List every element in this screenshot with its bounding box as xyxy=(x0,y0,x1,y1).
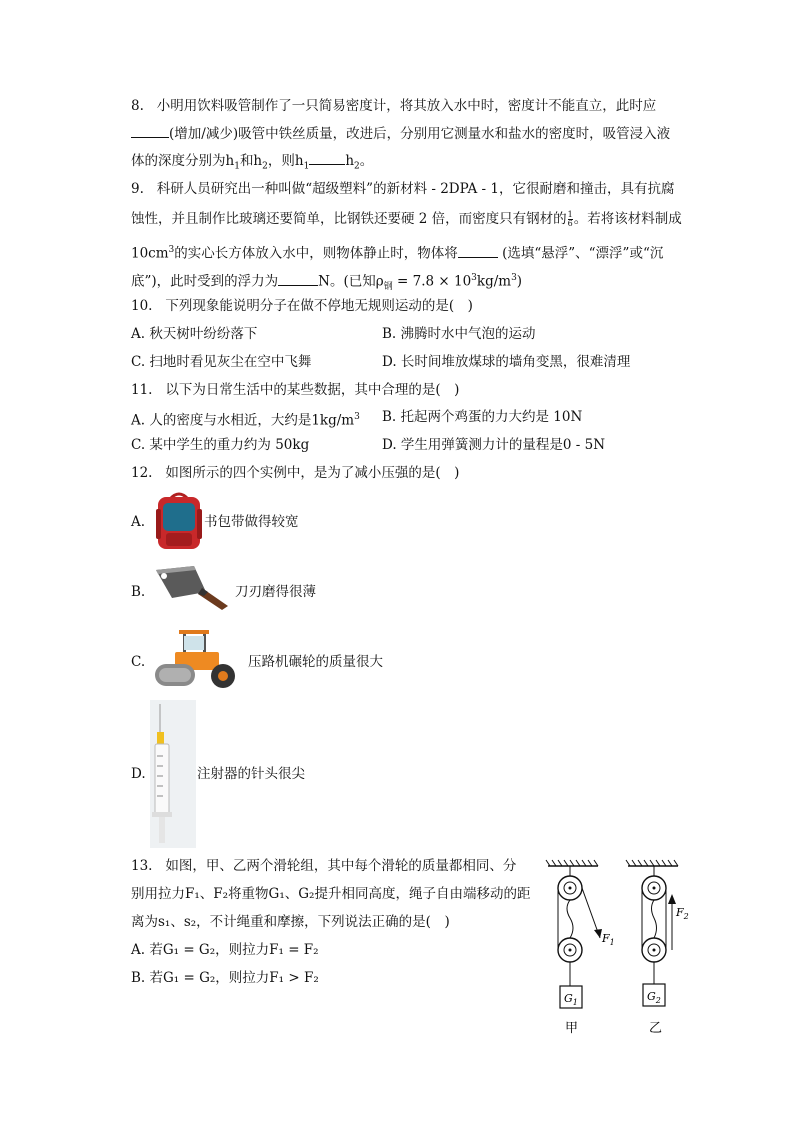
q9-sup-2: 3 xyxy=(471,273,477,283)
q9-sup-3: 3 xyxy=(511,273,517,283)
syringe-image xyxy=(150,700,196,848)
q8-sub-3: 1 xyxy=(303,161,310,172)
backpack-image xyxy=(154,489,204,551)
force-label-f1: $F_1$ xyxy=(602,932,615,947)
q13-text-1: 如图，甲、乙两个滑轮组，其中每个滑轮的质量都相同、分 xyxy=(165,858,517,874)
q8-text-3a: 体的深度分别为h xyxy=(131,153,235,169)
q11-option-d[interactable]: D. 学生用弹簧测力计的量程是0 - 5N xyxy=(382,437,606,453)
q11-line xyxy=(131,380,459,400)
q10-number: 10. xyxy=(131,298,153,314)
q8-line3 xyxy=(131,151,373,177)
q9-text-3b: 的实心长方体放入水中，则物体静止时，物体将 xyxy=(174,245,458,262)
q8-blank-2[interactable] xyxy=(309,152,345,165)
q11-option-a[interactable] xyxy=(131,407,360,431)
q12-option-b-text: 刀刃磨得很薄 xyxy=(235,584,316,600)
q12-option-c-label[interactable]: C. xyxy=(131,654,146,670)
q12-number: 12. xyxy=(131,465,153,481)
q8-text-3b: 和h xyxy=(239,153,263,169)
weight-label-g1: $G_1$ xyxy=(564,992,578,1007)
q13-line3: 离为s₁、s₂，不计绳重和摩擦，下列说法正确的是( ) xyxy=(131,914,450,930)
q8-sub-1: 1 xyxy=(234,161,240,172)
q11-option-a-text: A. 人的密度与水相近，大约是1kg/m xyxy=(131,412,355,429)
q9-blank-1[interactable] xyxy=(458,245,498,258)
q12-option-d-label[interactable]: D. xyxy=(131,766,146,782)
q8-text-1: 小明用饮料吸管制作了一只简易密度计，将其放入水中时，密度计不能直立，此时应 xyxy=(156,98,657,114)
q9-fraction xyxy=(568,211,573,228)
q12-option-a-text: 书包带做得较宽 xyxy=(204,514,299,530)
q9-text-4e: ) xyxy=(516,273,523,290)
q12-text: 如图所示的四个实例中，是为了减小压强的是( ) xyxy=(165,465,460,481)
q9-line2 xyxy=(131,209,682,229)
q8-text-3e: 。 xyxy=(359,153,374,169)
q11-option-c[interactable]: C. 某中学生的重力约为 50kg xyxy=(131,437,310,453)
q9-text-2b: 。若将该材料制成 xyxy=(573,211,682,227)
q8-text-3d: h xyxy=(345,153,355,169)
q13-line1 xyxy=(131,856,516,876)
q10-line xyxy=(131,296,473,316)
q12-option-b-label[interactable]: B. xyxy=(131,584,146,600)
q9-text-2a: 蚀性，并且制作比玻璃还要简单，比钢铁还要硬 2 倍，而密度只有钢材的 xyxy=(131,211,567,227)
q12-option-c-text: 压路机碾轮的质量很大 xyxy=(248,654,383,670)
q11-text: 以下为日常生活中的某些数据，其中合理的是( ) xyxy=(165,382,460,398)
q8-line1 xyxy=(131,96,656,116)
q9-text-1: 科研人员研究出一种叫做“超级塑料”的新材料 - 2DPA - 1，它很耐磨和撞击，具有抗腐 xyxy=(156,181,675,197)
cleaver-image xyxy=(150,562,232,612)
q8-text-2: (增加/减少)吸管中铁丝质量，改进后，分别用它测量水和盐水的密度时，吸管浸入液 xyxy=(169,126,671,142)
ceiling-left xyxy=(546,860,598,866)
ceiling-right xyxy=(626,860,678,866)
q9-sub-steel: 钢 xyxy=(383,282,393,293)
q9-text-4c: = 7.8 × 10 xyxy=(392,273,472,290)
q8-sub-4: 2 xyxy=(354,161,360,172)
q9-text-4b: N。(已知ρ xyxy=(318,273,384,290)
q12-option-d-text: 注射器的针头很尖 xyxy=(197,766,305,782)
caption-jia: 甲 xyxy=(565,1021,579,1036)
q10-option-d[interactable]: D. 长时间堆放煤球的墙角变黑，很难清理 xyxy=(382,354,631,370)
q9-blank-2[interactable] xyxy=(278,273,318,286)
q8-line2 xyxy=(131,124,670,144)
caption-yi: 乙 xyxy=(649,1021,663,1036)
q9-text-4a: 底”)，此时受到的浮力为 xyxy=(131,273,279,290)
weight-label-g2: $G_2$ xyxy=(647,990,661,1005)
q13-option-a[interactable]: A. 若G₁ = G₂，则拉力F₁ = F₂ xyxy=(131,942,319,958)
force-label-f2: $F_2$ xyxy=(676,906,689,921)
q8-sub-2: 2 xyxy=(262,161,268,172)
q9-line1 xyxy=(131,179,674,199)
q12-option-a-label[interactable]: A. xyxy=(131,514,146,530)
q11-option-b[interactable]: B. 托起两个鸡蛋的力大约是 10N xyxy=(382,409,583,425)
q9-frac-den: 6 xyxy=(567,219,573,228)
q9-number: 9. xyxy=(131,181,144,197)
q9-frac-num: 1 xyxy=(567,210,573,219)
q13-number: 13. xyxy=(131,858,153,874)
q10-text: 下列现象能说明分子在做不停地无规则运动的是( ) xyxy=(165,298,473,314)
q8-number: 8. xyxy=(131,98,144,114)
q9-text-3a: 10cm xyxy=(131,245,169,262)
road-roller-image xyxy=(153,628,239,690)
q11-number: 11. xyxy=(131,382,153,398)
q8-blank-1[interactable] xyxy=(131,125,169,138)
q13-line2: 别用拉力F₁、F₂将重物G₁、G₂提升相同高度，绳子自由端移动的距 xyxy=(131,886,531,902)
q9-line3 xyxy=(131,240,663,264)
q9-text-4d: kg/m xyxy=(476,273,512,290)
q10-option-b[interactable]: B. 沸腾时水中气泡的运动 xyxy=(382,326,536,342)
q8-text-3c: ，则h xyxy=(267,153,304,169)
q9-line4 xyxy=(131,268,522,297)
q13-option-b[interactable]: B. 若G₁ = G₂，则拉力F₁ > F₂ xyxy=(131,970,319,986)
q9-sup-1: 3 xyxy=(168,245,175,255)
q9-text-3c: (选填“悬浮”、“漂浮”或“沉 xyxy=(502,245,664,262)
q11-option-a-sup: 3 xyxy=(354,412,360,422)
q10-option-a[interactable]: A. 秋天树叶纷纷落下 xyxy=(131,326,258,342)
pulley-diagram xyxy=(540,858,700,1044)
q10-option-c[interactable]: C. 扫地时看见灰尘在空中飞舞 xyxy=(131,354,312,370)
q12-line xyxy=(131,463,459,483)
